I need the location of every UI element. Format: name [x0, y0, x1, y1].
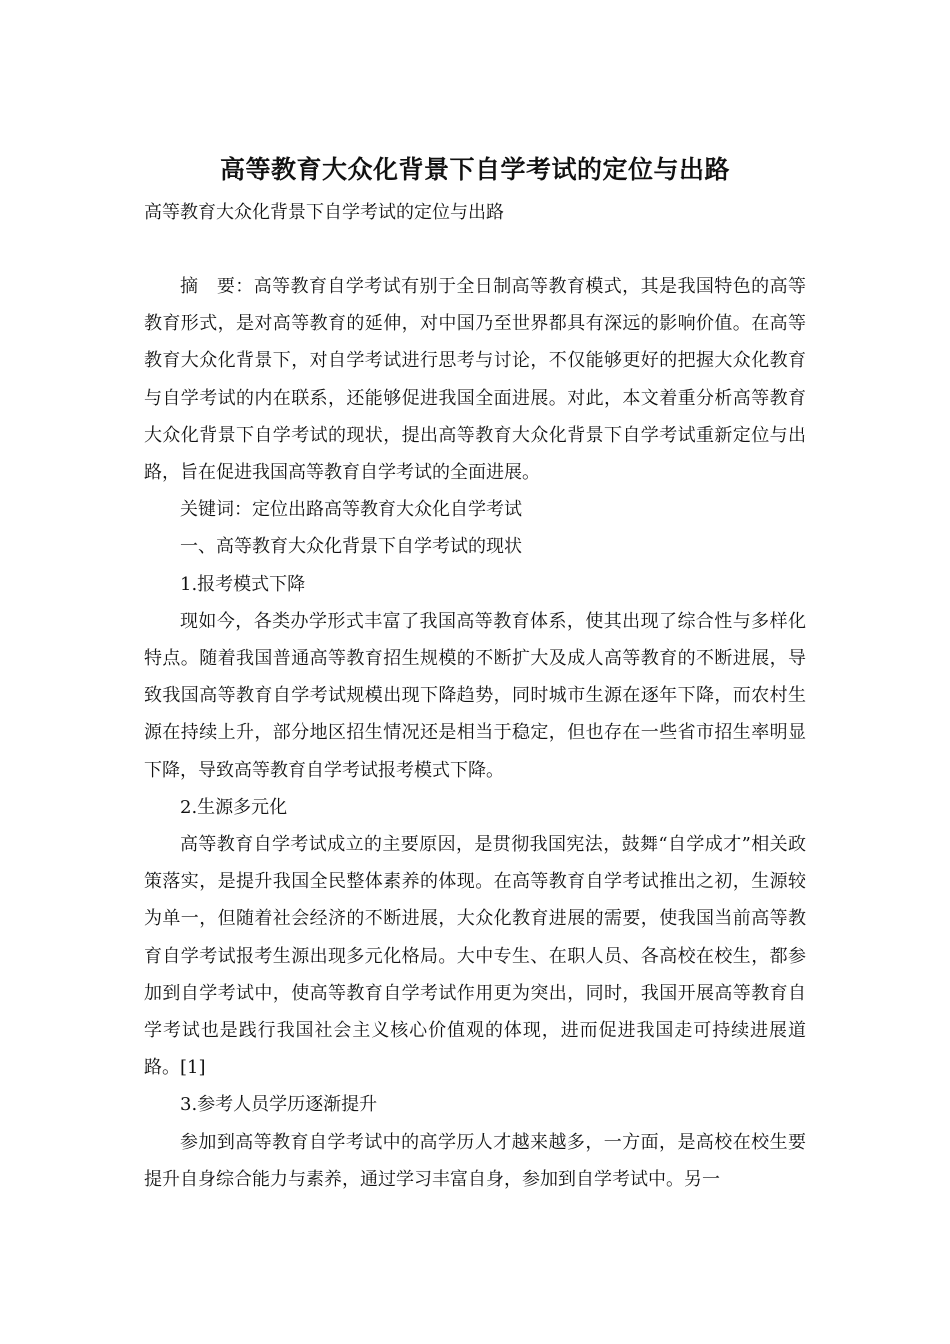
document-body — [144, 268, 806, 1198]
paragraph-1: 现如今，各类办学形式丰富了我国高等教育体系，使其出现了综合性与多样化特点。随着我国普通高等教育招生规模的不断扩大及成人高等教育的不断进展，导致我国高等教育自学考试规模出现下降趋势，同时城市生源在逐年下降，而农村生源在持续上升，部分地区招生情况还是相当于稳定，但也存在一些省市招生率明显下降，导致高等教育自学考试报考模式下降。 — [144, 610, 806, 781]
document-title: 高等教育大众化背景下自学考试的定位与出路 — [219, 155, 730, 184]
subheading-2: 2.生源多元化 — [180, 796, 288, 818]
section-heading-1: 一、高等教育大众化背景下自学考试的现状 — [180, 536, 522, 558]
abstract-paragraph: 摘 要：高等教育自学考试有别于全日制高等教育模式，其是我国特色的高等教育形式，是对高等教育的延伸，对中国乃至世界都具有深远的影响价值。在高等教育大众化背景下，对自学考试进行思考与讨论，不仅能够更好的把握大众化教育与自学考试的内在联系，还能够促进我国全面进展。对此，本文着重分析高等教育大众化背景下自学考试的现状，提出高等教育大众化背景下自学考试重新定位与出路，旨在促进我国高等教育自学考试的全面进展。 — [144, 276, 806, 484]
subheading-1: 1.报考模式下降 — [180, 573, 306, 595]
keywords-line: 关键词：定位出路高等教育大众化自学考试 — [180, 499, 522, 521]
document-subtitle: 高等教育大众化背景下自学考试的定位与出路 — [144, 202, 504, 223]
subheading-3: 3.参考人员学历逐渐提升 — [180, 1094, 378, 1116]
paragraph-3: 参加到高等教育自学考试中的高学历人才越来越多，一方面，是高校在校生要提升自身综合能力与素养，通过学习丰富自身，参加到自学考试中。另一 — [144, 1131, 806, 1190]
paragraph-2: 高等教育自学考试成立的主要原因，是贯彻我国宪法，鼓舞“自学成才”相关政策落实，是提升我国全民整体素养的体现。在高等教育自学考试推出之初，生源较为单一，但随着社会经济的不断进展，大众化教育进展的需要，使我国当前高等教育自学考试报考生源出现多元化格局。大中专生、在职人员、各高校在校生，都参加到自学考试中，使高等教育自学考试作用更为突出，同时，我国开展高等教育自学考试也是践行我国社会主义核心价值观的体现，进而促进我国走可持续进展道路。[1] — [144, 834, 806, 1079]
